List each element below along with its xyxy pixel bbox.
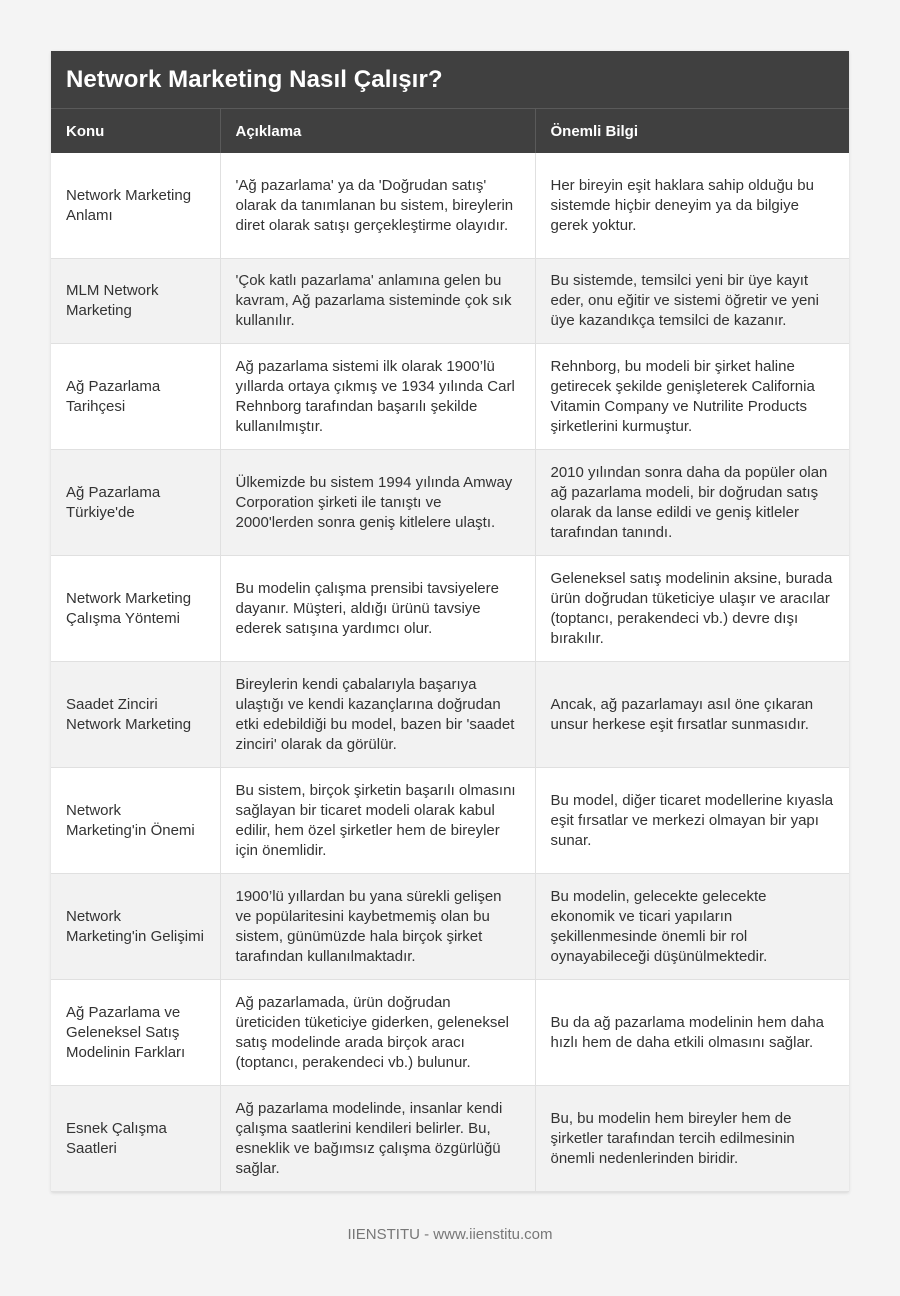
table-row [51, 662, 849, 768]
table-row [51, 259, 849, 344]
cell-onemli-bilgi: Rehnborg, bu modeli bir şirket haline getirecek şekilde genişleterek California Vitamin Company ve Nutrilite Products şirketlerini kurmuştur. [535, 344, 849, 450]
table-row [51, 556, 849, 662]
cell-konu: Esnek Çalışma Saatleri [51, 1086, 220, 1192]
table-row [51, 1086, 849, 1192]
cell-konu: Network Marketing'in Gelişimi [51, 874, 220, 980]
cell-aciklama: Ağ pazarlama modelinde, insanlar kendi çalışma saatlerini kendileri belirler. Bu, esneklik ve bağımsız çalışma özgürlüğü sağlar. [220, 1086, 535, 1192]
column-header-onemli-bilgi: Önemli Bilgi [535, 109, 849, 153]
cell-aciklama: Ülkemizde bu sistem 1994 yılında Amway Corporation şirketi ile tanıştı ve 2000'lerden sonra geniş kitlelere ulaştı. [220, 450, 535, 556]
cell-aciklama: Ağ pazarlama sistemi ilk olarak 1900’lü yıllarda ortaya çıkmış ve 1934 yılında Carl Rehnborg tarafından başarılı şekilde kullanılmıştır. [220, 344, 535, 450]
cell-onemli-bilgi: Bu sistemde, temsilci yeni bir üye kayıt eder, onu eğitir ve sistemi öğretir ve yeni üye kazandıkça temsilci de kazanır. [535, 259, 849, 344]
title-bar [51, 51, 849, 109]
cell-onemli-bilgi: Her bireyin eşit haklara sahip olduğu bu sistemde hiçbir deneyim ya da bilgiye gerek yoktur. [535, 153, 849, 259]
cell-onemli-bilgi: 2010 yılından sonra daha da popüler olan ağ pazarlama modeli, bir doğrudan satış olarak da lanse edildi ve geniş kitleler tarafından tanındı. [535, 450, 849, 556]
info-table-card [51, 51, 849, 1192]
cell-konu: MLM Network Marketing [51, 259, 220, 344]
column-header-aciklama: Açıklama [220, 109, 535, 153]
cell-konu: Network Marketing Anlamı [51, 153, 220, 259]
cell-onemli-bilgi: Bu, bu modelin hem bireyler hem de şirketler tarafından tercih edilmesinin önemli nedenlerinden biridir. [535, 1086, 849, 1192]
cell-aciklama: Bireylerin kendi çabalarıyla başarıya ulaştığı ve kendi kazançlarına doğrudan etki edebildiği bu model, bazen bir 'saadet zinciri' olarak da görülür. [220, 662, 535, 768]
table-row [51, 980, 849, 1086]
cell-aciklama: Bu modelin çalışma prensibi tavsiyelere dayanır. Müşteri, aldığı ürünü tavsiye ederek satışına yardımcı olur. [220, 556, 535, 662]
column-header-konu: Konu [51, 109, 220, 153]
cell-aciklama: 'Çok katlı pazarlama' anlamına gelen bu kavram, Ağ pazarlama sisteminde çok sık kullanılır. [220, 259, 535, 344]
cell-konu: Ağ Pazarlama Türkiye'de [51, 450, 220, 556]
table-header-row [51, 109, 849, 153]
cell-onemli-bilgi: Geleneksel satış modelinin aksine, burada ürün doğrudan tüketiciye ulaşır ve aracılar (toptancı, perakendeci vb.) devre dışı bırakılır. [535, 556, 849, 662]
cell-konu: Network Marketing Çalışma Yöntemi [51, 556, 220, 662]
table-row [51, 153, 849, 259]
cell-onemli-bilgi: Bu model, diğer ticaret modellerine kıyasla eşit fırsatlar ve merkezi olmayan bir yapı sunar. [535, 768, 849, 874]
table-row [51, 450, 849, 556]
table-row [51, 768, 849, 874]
cell-onemli-bilgi: Bu da ağ pazarlama modelinin hem daha hızlı hem de daha etkili olmasını sağlar. [535, 980, 849, 1086]
cell-konu: Ağ Pazarlama Tarihçesi [51, 344, 220, 450]
cell-konu: Network Marketing'in Önemi [51, 768, 220, 874]
cell-aciklama: Ağ pazarlamada, ürün doğrudan üreticiden tüketiciye giderken, geleneksel satış modelinde arada birçok aracı (toptancı, perakendeci vb.) bulunur. [220, 980, 535, 1086]
cell-konu: Ağ Pazarlama ve Geleneksel Satış Modelinin Farkları [51, 980, 220, 1086]
cell-aciklama: 'Ağ pazarlama' ya da 'Doğrudan satış' olarak da tanımlanan bu sistem, bireylerin diret olarak satışı gerçekleştirme olayıdır. [220, 153, 535, 259]
page-title: Network Marketing Nasıl Çalışır? [66, 65, 443, 93]
info-table [51, 109, 849, 1192]
cell-onemli-bilgi: Ancak, ağ pazarlamayı asıl öne çıkaran unsur herkese eşit fırsatlar sunmasıdır. [535, 662, 849, 768]
cell-onemli-bilgi: Bu modelin, gelecekte gelecekte ekonomik ve ticari yapıların şekillenmesinde önemli bir rol oynayabileceği düşünülmektedir. [535, 874, 849, 980]
cell-konu: Saadet Zinciri Network Marketing [51, 662, 220, 768]
table-row [51, 344, 849, 450]
cell-aciklama: Bu sistem, birçok şirketin başarılı olmasını sağlayan bir ticaret modeli olarak kabul edilir, hem özel şirketler hem de bireyler için önemlidir. [220, 768, 535, 874]
footer-credit: IIENSTITU - www.iienstitu.com [347, 1226, 553, 1243]
cell-aciklama: 1900’lü yıllardan bu yana sürekli gelişen ve popülaritesini kaybetmemiş olan bu sistem, günümüzde hala birçok şirket tarafından kullanılmaktadır. [220, 874, 535, 980]
table-row [51, 874, 849, 980]
